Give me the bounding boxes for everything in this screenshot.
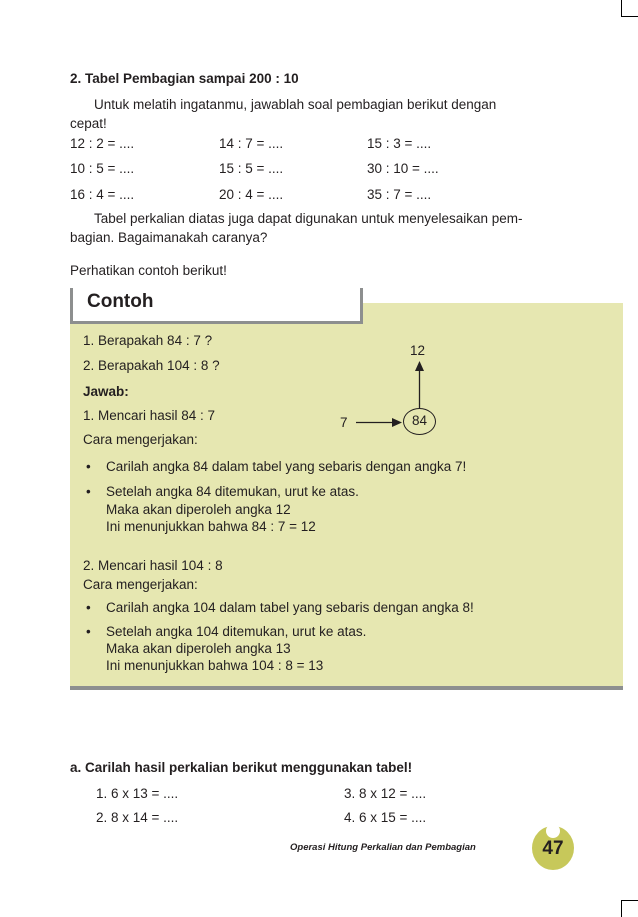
example-question-1: 1. Berapakah 84 : 7 ? [83, 333, 213, 348]
bullet: • [86, 600, 91, 615]
part-1-step-2-line-1: Setelah angka 84 ditemukan, urut ke atas. [106, 484, 359, 499]
part-1-step-1: Carilah angka 84 dalam tabel yang sebaris dengan angka 7! [106, 459, 467, 474]
example-question-2: 2. Berapakah 104 : 8 ? [83, 358, 220, 373]
arrow-right-head [392, 418, 402, 427]
problem-r2-c2: 15 : 5 = .... [219, 161, 284, 176]
problem-r2-c3: 30 : 10 = .... [367, 161, 439, 176]
exercise-item-1: 1. 6 x 13 = .... [96, 786, 179, 801]
problem-r1-c1: 12 : 2 = .... [70, 136, 135, 151]
part-2-step-2-line-2: Maka akan diperoleh angka 13 [106, 641, 291, 656]
bullet: • [86, 624, 91, 639]
page-badge-dot [546, 824, 560, 838]
arrow-up-head [415, 361, 424, 371]
part-2-step-1: Carilah angka 104 dalam tabel yang sebaris dengan angka 8! [106, 600, 474, 615]
problem-r2-c1: 10 : 5 = .... [70, 161, 135, 176]
chapter-footer: Operasi Hitung Perkalian dan Pembagian [290, 842, 476, 853]
example-title: Contoh [87, 291, 154, 312]
bullet: • [86, 484, 91, 499]
problem-r3-c3: 35 : 7 = .... [367, 187, 432, 202]
exercise-item-2: 2. 8 x 14 = .... [96, 810, 179, 825]
part-1-title: 1. Mencari hasil 84 : 7 [83, 408, 216, 423]
problem-r1-c3: 15 : 3 = .... [367, 136, 432, 151]
note-line-2: bagian. Bagaimanakah caranya? [70, 230, 268, 245]
answer-label: Jawab: [83, 384, 129, 399]
exercise-heading: a. Carilah hasil perkalian berikut menggunakan tabel! [70, 760, 413, 775]
diagram-left-number: 7 [340, 415, 348, 430]
diagram-top-number: 12 [410, 343, 426, 358]
part-1-step-2-line-3: Ini menunjukkan bahwa 84 : 7 = 12 [106, 519, 316, 534]
part-1-step-2-line-2: Maka akan diperoleh angka 12 [106, 502, 291, 517]
problem-r3-c1: 16 : 4 = .... [70, 187, 135, 202]
intro-line-1: Untuk melatih ingatanmu, jawablah soal pembagian berikut dengan [94, 97, 497, 112]
exercise-item-4: 4. 6 x 15 = .... [344, 810, 427, 825]
part-2-step-2-line-3: Ini menunjukkan bahwa 104 : 8 = 13 [106, 658, 324, 673]
example-prompt: Perhatikan contoh berikut! [70, 263, 227, 278]
exercise-item-3: 3. 8 x 12 = .... [344, 786, 427, 801]
intro-line-2: cepat! [70, 116, 107, 131]
diagram-center-node: 84 [403, 408, 436, 435]
part-2-step-2-line-1: Setelah angka 104 ditemukan, urut ke atas. [106, 624, 367, 639]
part-2-title: 2. Mencari hasil 104 : 8 [83, 558, 223, 573]
bullet: • [86, 459, 91, 474]
page-number: 47 [542, 838, 564, 859]
method-label-2: Cara mengerjakan: [83, 577, 198, 592]
note-line-1: Tabel perkalian diatas juga dapat digunakan untuk menyelesaikan pem- [94, 211, 523, 226]
method-label-1: Cara mengerjakan: [83, 432, 198, 447]
problem-r1-c2: 14 : 7 = .... [219, 136, 284, 151]
section-heading: 2. Tabel Pembagian sampai 200 : 10 [70, 71, 299, 86]
problem-r3-c2: 20 : 4 = .... [219, 187, 284, 202]
